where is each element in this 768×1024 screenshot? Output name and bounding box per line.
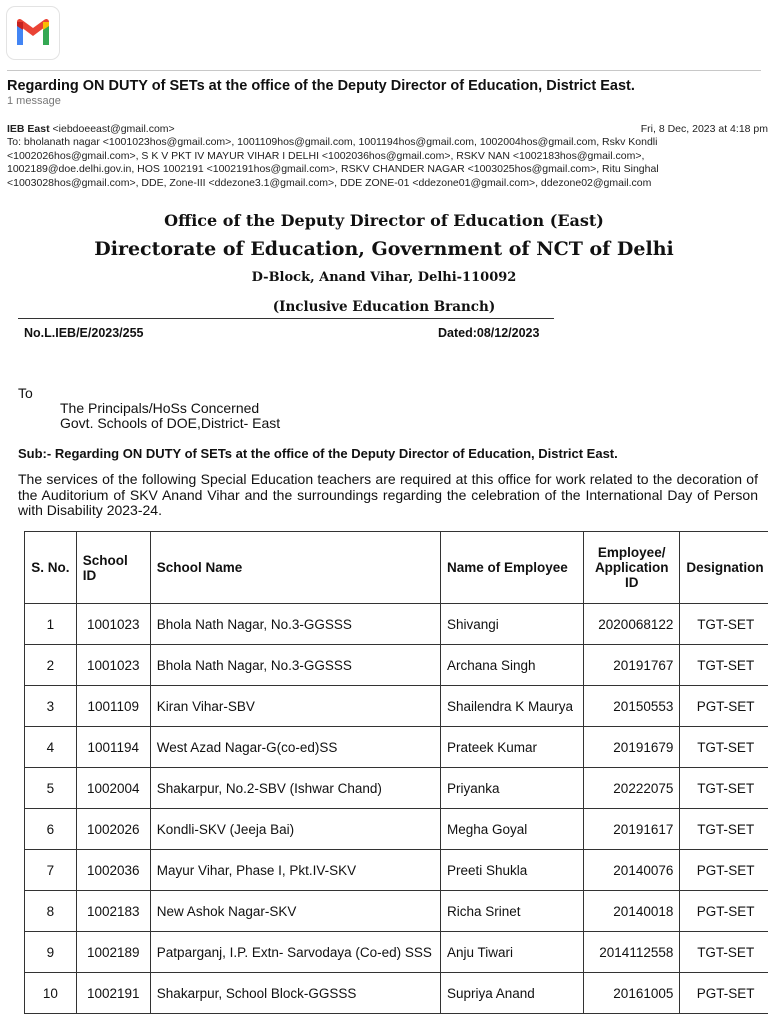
table-row <box>25 768 768 809</box>
cell-app-id: 2020068122 <box>584 604 680 645</box>
sender-name: IEB East <box>7 123 50 135</box>
cell-employee: Priyanka <box>440 768 583 809</box>
header-app-id: Employee/ Application ID <box>584 532 680 604</box>
header-school-id: School ID <box>76 532 150 604</box>
table-row <box>25 932 768 973</box>
cell-sno: 1 <box>25 604 77 645</box>
cell-designation: TGT-SET <box>680 645 768 686</box>
table-row <box>25 809 768 850</box>
table-row <box>25 727 768 768</box>
cell-school-id: 1001109 <box>76 686 150 727</box>
cell-app-id: 20161005 <box>584 973 680 1014</box>
directorate-title: Directorate of Education, Government of NCT of Delhi <box>94 238 674 260</box>
office-address: D-Block, Anand Vihar, Delhi-110092 <box>251 270 517 285</box>
to-label: To <box>18 385 33 401</box>
cell-designation: TGT-SET <box>680 768 768 809</box>
cell-sno: 6 <box>25 809 77 850</box>
cell-school-name: Shakarpur, School Block-GGSSS <box>150 973 440 1014</box>
cell-employee: Archana Singh <box>440 645 583 686</box>
cell-employee: Supriya Anand <box>440 973 583 1014</box>
cell-employee: Preeti Shukla <box>440 850 583 891</box>
cell-school-name: Shakarpur, No.2-SBV (Ishwar Chand) <box>150 768 440 809</box>
cell-school-id: 1002004 <box>76 768 150 809</box>
email-subject: Regarding ON DUTY of SETs at the office of the Deputy Director of Education, District East. <box>7 78 635 94</box>
table-row <box>25 973 768 1014</box>
letter-body: The services of the following Special Education teachers are required at this office for work related to the decoration of the Auditorium of SKV Anand Vihar and the surroundings regarding the celebration of the International Day of Person with Disability 2023-24. <box>18 471 758 518</box>
sender-email[interactable]: <iebdoeeast@gmail.com> <box>52 123 175 135</box>
cell-sno: 2 <box>25 645 77 686</box>
letter-date: Dated:08/12/2023 <box>438 326 540 340</box>
cell-designation: TGT-SET <box>680 727 768 768</box>
table-row <box>25 686 768 727</box>
header-divider <box>7 70 761 71</box>
cell-school-id: 1002026 <box>76 809 150 850</box>
header-school-name: School Name <box>150 532 440 604</box>
table-header-row <box>25 532 768 604</box>
cell-sno: 7 <box>25 850 77 891</box>
email-date: Fri, 8 Dec, 2023 at 4:18 pm <box>640 123 768 135</box>
cell-sno: 8 <box>25 891 77 932</box>
cell-employee: Megha Goyal <box>440 809 583 850</box>
branch-name: (Inclusive Education Branch) <box>272 299 496 315</box>
cell-designation: PGT-SET <box>680 850 768 891</box>
sender <box>7 123 175 135</box>
teachers-table <box>24 531 768 1014</box>
reference-number: No.L.IEB/E/2023/255 <box>24 326 144 340</box>
cell-app-id: 20140018 <box>584 891 680 932</box>
table-row <box>25 604 768 645</box>
cell-app-id: 20191617 <box>584 809 680 850</box>
cell-app-id: 20150553 <box>584 686 680 727</box>
cell-app-id: 20140076 <box>584 850 680 891</box>
recipients: To: bholanath nagar <1001023hos@gmail.com>, 1001109hos@gmail.com, 1001194hos@gmail.com, 1002004hos@gmail.com, Rskv Kondli <1002026hos@gmail.com>, S K V PKT IV MAYUR VIHAR I DELHI <1002036hos@gmail.com>, RSKV NAN <1002183hos@gmail.com>, 1002189@doe.delhi.gov.in, HOS 1002191 <1002191hos@gmail.com>, RSKV CHANDER NAGAR <1003025hos@gmail.com>, Ritu Singhal <1003028hos@gmail.com>, DDE, Zone-III <ddezone3.1@gmail.com>, DDE ZONE-01 <ddezone01@gmail.com>, ddezone02@gmail.com <box>7 136 659 190</box>
letterhead-divider <box>18 318 554 319</box>
table-row <box>25 891 768 932</box>
cell-school-id: 1001023 <box>76 604 150 645</box>
office-title: Office of the Deputy Director of Education (East) <box>164 211 604 230</box>
cell-employee: Prateek Kumar <box>440 727 583 768</box>
cell-school-id: 1001023 <box>76 645 150 686</box>
cell-designation: PGT-SET <box>680 973 768 1014</box>
cell-sno: 5 <box>25 768 77 809</box>
cell-app-id: 20191767 <box>584 645 680 686</box>
cell-school-id: 1002191 <box>76 973 150 1014</box>
gmail-logo[interactable] <box>7 7 59 59</box>
cell-app-id: 20222075 <box>584 768 680 809</box>
cell-designation: TGT-SET <box>680 932 768 973</box>
cell-designation: TGT-SET <box>680 604 768 645</box>
addressee-line-2: Govt. Schools of DOE,District- East <box>60 415 281 431</box>
cell-school-name: New Ashok Nagar-SKV <box>150 891 440 932</box>
cell-school-name: Bhola Nath Nagar, No.3-GGSSS <box>150 604 440 645</box>
addressee-line-1: The Principals/HoSs Concerned <box>60 400 260 416</box>
header-designation: Designation <box>680 532 768 604</box>
cell-employee: Shivangi <box>440 604 583 645</box>
header-employee: Name of Employee <box>440 532 583 604</box>
cell-employee: Richa Srinet <box>440 891 583 932</box>
gmail-icon <box>14 18 52 48</box>
message-count: 1 message <box>7 95 61 107</box>
cell-school-id: 1002183 <box>76 891 150 932</box>
cell-sno: 9 <box>25 932 77 973</box>
cell-school-name: Kiran Vihar-SBV <box>150 686 440 727</box>
cell-designation: PGT-SET <box>680 891 768 932</box>
cell-school-id: 1002189 <box>76 932 150 973</box>
cell-school-name: Kondli-SKV (Jeeja Bai) <box>150 809 440 850</box>
cell-sno: 4 <box>25 727 77 768</box>
cell-app-id: 20191679 <box>584 727 680 768</box>
cell-sno: 10 <box>25 973 77 1014</box>
cell-employee: Shailendra K Maurya <box>440 686 583 727</box>
table-row <box>25 645 768 686</box>
cell-school-name: West Azad Nagar-G(co-ed)SS <box>150 727 440 768</box>
cell-school-id: 1001194 <box>76 727 150 768</box>
cell-designation: PGT-SET <box>680 686 768 727</box>
cell-sno: 3 <box>25 686 77 727</box>
cell-employee: Anju Tiwari <box>440 932 583 973</box>
table-row <box>25 850 768 891</box>
header-sno: S. No. <box>25 532 77 604</box>
cell-school-id: 1002036 <box>76 850 150 891</box>
cell-school-name: Bhola Nath Nagar, No.3-GGSSS <box>150 645 440 686</box>
cell-school-name: Mayur Vihar, Phase I, Pkt.IV-SKV <box>150 850 440 891</box>
letter-subject: Sub:- Regarding ON DUTY of SETs at the office of the Deputy Director of Education, District East. <box>18 446 618 461</box>
cell-school-name: Patparganj, I.P. Extn- Sarvodaya (Co-ed) SSS <box>150 932 440 973</box>
cell-app-id: 2014112558 <box>584 932 680 973</box>
cell-designation: TGT-SET <box>680 809 768 850</box>
